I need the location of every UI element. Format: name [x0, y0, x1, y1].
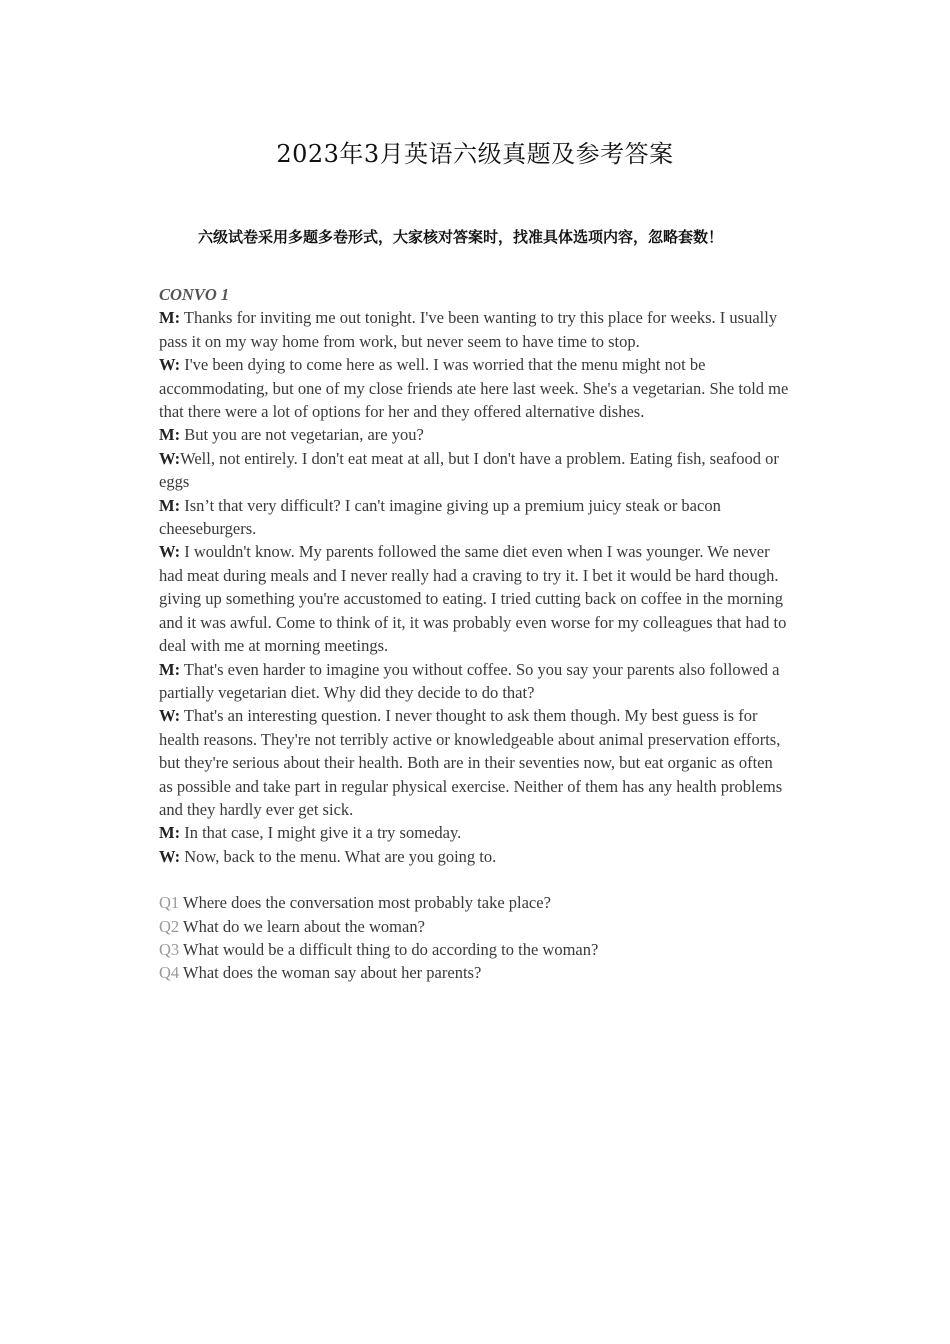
question-item — [159, 961, 789, 984]
question-list — [159, 891, 789, 985]
question-number: Q1 — [159, 893, 180, 913]
question-text: What does the woman say about her parents? — [179, 963, 482, 983]
speaker-label: W: — [159, 542, 181, 562]
speaker-label: W: — [159, 355, 181, 375]
question-text: What do we learn about the woman? — [179, 916, 425, 936]
dialogue-turn — [159, 658, 789, 705]
speaker-label: M: — [159, 659, 181, 679]
speaker-label: W: — [159, 846, 181, 866]
dialogue-turn — [159, 704, 789, 821]
question-text: Where does the conversation most probably take place? — [179, 893, 551, 913]
dialogue-turn — [159, 494, 789, 541]
instruction-note: 六级试卷采用多题多卷形式，大家核对答案时，找准具体选项内容，忽略套数！ — [198, 228, 724, 246]
turn-text: Thanks for inviting me out tonight. I've been wanting to try this place for weeks. I usually pass it on my way home from work, but never seem to have time to stop. — [159, 308, 778, 351]
speaker-label: M: — [159, 823, 181, 843]
dialogue-turn — [159, 540, 789, 657]
dialogue-turn — [159, 447, 789, 494]
turn-text: I've been dying to come here as well. I was worried that the menu might not be accommodating, but one of my close friends ate here last week. She's a vegetarian. She told me that there were a lot of options for her and they offered alternative dishes. — [159, 355, 789, 422]
speaker-label: M: — [159, 425, 181, 445]
dialogue-turn — [159, 845, 789, 868]
speaker-label: M: — [159, 308, 181, 328]
speaker-label: M: — [159, 495, 181, 515]
dialogue-turn — [159, 306, 789, 353]
question-text: What would be a difficult thing to do according to the woman? — [179, 939, 599, 959]
turn-text: Well, not entirely. I don't eat meat at all, but I don't have a problem. Eating fish, seafood or eggs — [159, 448, 779, 492]
turn-text: But you are not vegetarian, are you? — [180, 425, 424, 445]
dialogue-turn — [159, 423, 789, 446]
question-number: Q2 — [159, 916, 180, 936]
question-number: Q4 — [159, 963, 180, 983]
speaker-label: W: — [159, 706, 181, 726]
dialogue-turn — [159, 353, 789, 423]
turn-text: That's an interesting question. I never thought to ask them though. My best guess is for health reasons. They're not terribly active or knowledgeable about animal preservation efforts, but they're serious about their health. Both are in their seventies now, but eat organic as often as possible and take part in regular physical exercise. Neither of them has any health problems and they hardly ever get sick. — [159, 706, 783, 819]
turn-text: In that case, I might give it a try someday. — [180, 823, 462, 843]
question-item — [159, 891, 789, 914]
transcript — [159, 283, 789, 985]
turn-text: That's even harder to imagine you without coffee. So you say your parents also followed a partially vegetarian diet. Why did they decide to do that? — [159, 659, 780, 702]
dialogue — [159, 306, 789, 868]
speaker-label: W: — [159, 448, 181, 468]
question-item — [159, 938, 789, 961]
question-item — [159, 915, 789, 938]
turn-text: Now, back to the menu. What are you going to. — [180, 846, 497, 866]
turn-text: Isn’t that very difficult? I can't imagine giving up a premium juicy steak or bacon cheeseburgers. — [159, 495, 721, 539]
section-label: CONVO 1 — [159, 285, 230, 304]
dialogue-turn — [159, 821, 789, 844]
question-number: Q3 — [159, 939, 180, 959]
page-title: 2023年3月英语六级真题及参考答案 — [276, 140, 674, 168]
turn-text: I wouldn't know. My parents followed the same diet even when I was younger. We never had meat during meals and I never really had a craving to try it. I bet it would be hard though. giving up something you're accustomed to eating. I tried cutting back on coffee in the morning and it was awful. Come to think of it, it was probably even worse for my colleagues that had to deal with me at morning meetings. — [159, 542, 787, 656]
